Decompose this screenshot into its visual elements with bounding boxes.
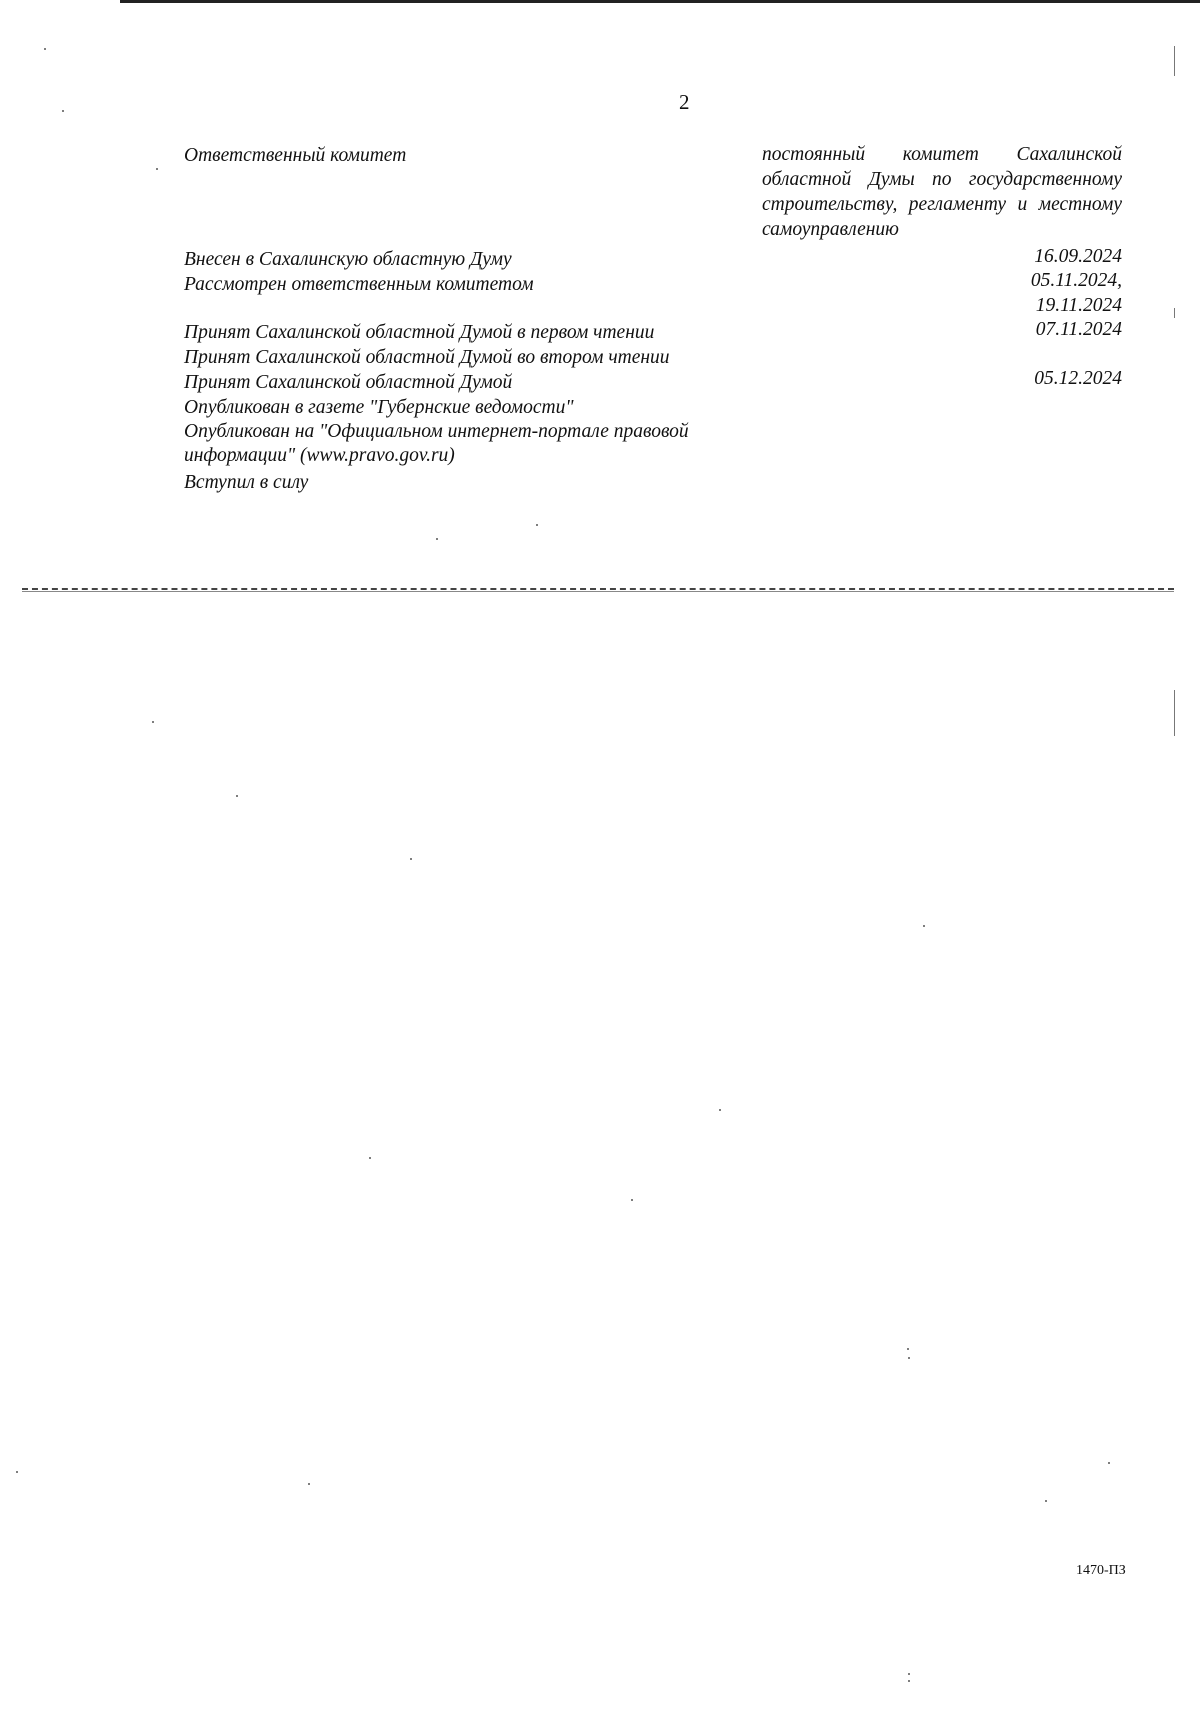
scan-speck — [923, 925, 925, 927]
scan-speck — [436, 538, 438, 540]
page-number: 2 — [679, 90, 690, 114]
scan-speck — [719, 1109, 721, 1111]
scan-speck — [410, 858, 412, 860]
introduced-date: 16.09.2024 — [1034, 246, 1122, 267]
scan-edge-mark — [1174, 690, 1175, 736]
adopted-date: 05.12.2024 — [1034, 368, 1122, 389]
second-reading-label: Принят Сахалинской областной Думой во втором чтении — [184, 347, 670, 368]
scan-speck — [908, 1680, 910, 1682]
scan-speck — [1045, 1500, 1047, 1502]
scan-edge-line — [120, 0, 1200, 3]
document-code: 1470-ПЗ — [1076, 1563, 1126, 1578]
introduced-label: Внесен в Сахалинскую областную Думу — [184, 249, 512, 270]
reviewed-label: Рассмотрен ответственным комитетом — [184, 274, 534, 295]
scan-speck — [536, 524, 538, 526]
scan-divider-line — [22, 588, 1174, 590]
scan-speck — [369, 1157, 371, 1159]
in-force-label: Вступил в силу — [184, 472, 309, 493]
scan-edge-mark — [1174, 308, 1175, 318]
scan-speck — [631, 1199, 633, 1201]
scan-speck — [308, 1483, 310, 1485]
scan-divider-line-shadow — [22, 591, 1174, 592]
scan-speck — [62, 110, 64, 112]
scan-speck — [156, 168, 158, 170]
published-newspaper-label: Опубликован в газете "Губернские ведомости" — [184, 397, 574, 418]
first-reading-date: 07.11.2024 — [1035, 319, 1122, 340]
committee-value: постоянный комитет Сахалинской областной Думы по государственному строительству, регламенту и местному самоуправлению — [762, 144, 1122, 240]
scan-speck — [236, 795, 238, 797]
scan-speck — [16, 1471, 18, 1473]
reviewed-date-1: 05.11.2024, — [1030, 270, 1122, 291]
scan-speck — [1108, 1462, 1110, 1464]
scan-edge-mark — [1174, 46, 1175, 76]
published-portal-label-line-2: информации" (www.pravo.gov.ru) — [184, 445, 455, 466]
scan-speck — [907, 1348, 909, 1350]
scan-speck — [908, 1673, 910, 1675]
scan-speck — [152, 721, 154, 723]
scan-speck — [908, 1357, 910, 1359]
committee-label: Ответственный комитет — [184, 145, 407, 166]
adopted-label: Принят Сахалинской областной Думой — [184, 372, 513, 393]
scan-speck — [44, 48, 46, 50]
reviewed-date-2: 19.11.2024 — [1035, 295, 1122, 316]
published-portal-label-line-1: Опубликован на "Официальном интернет-портале правовой — [184, 421, 689, 442]
first-reading-label: Принят Сахалинской областной Думой в первом чтении — [184, 322, 655, 343]
